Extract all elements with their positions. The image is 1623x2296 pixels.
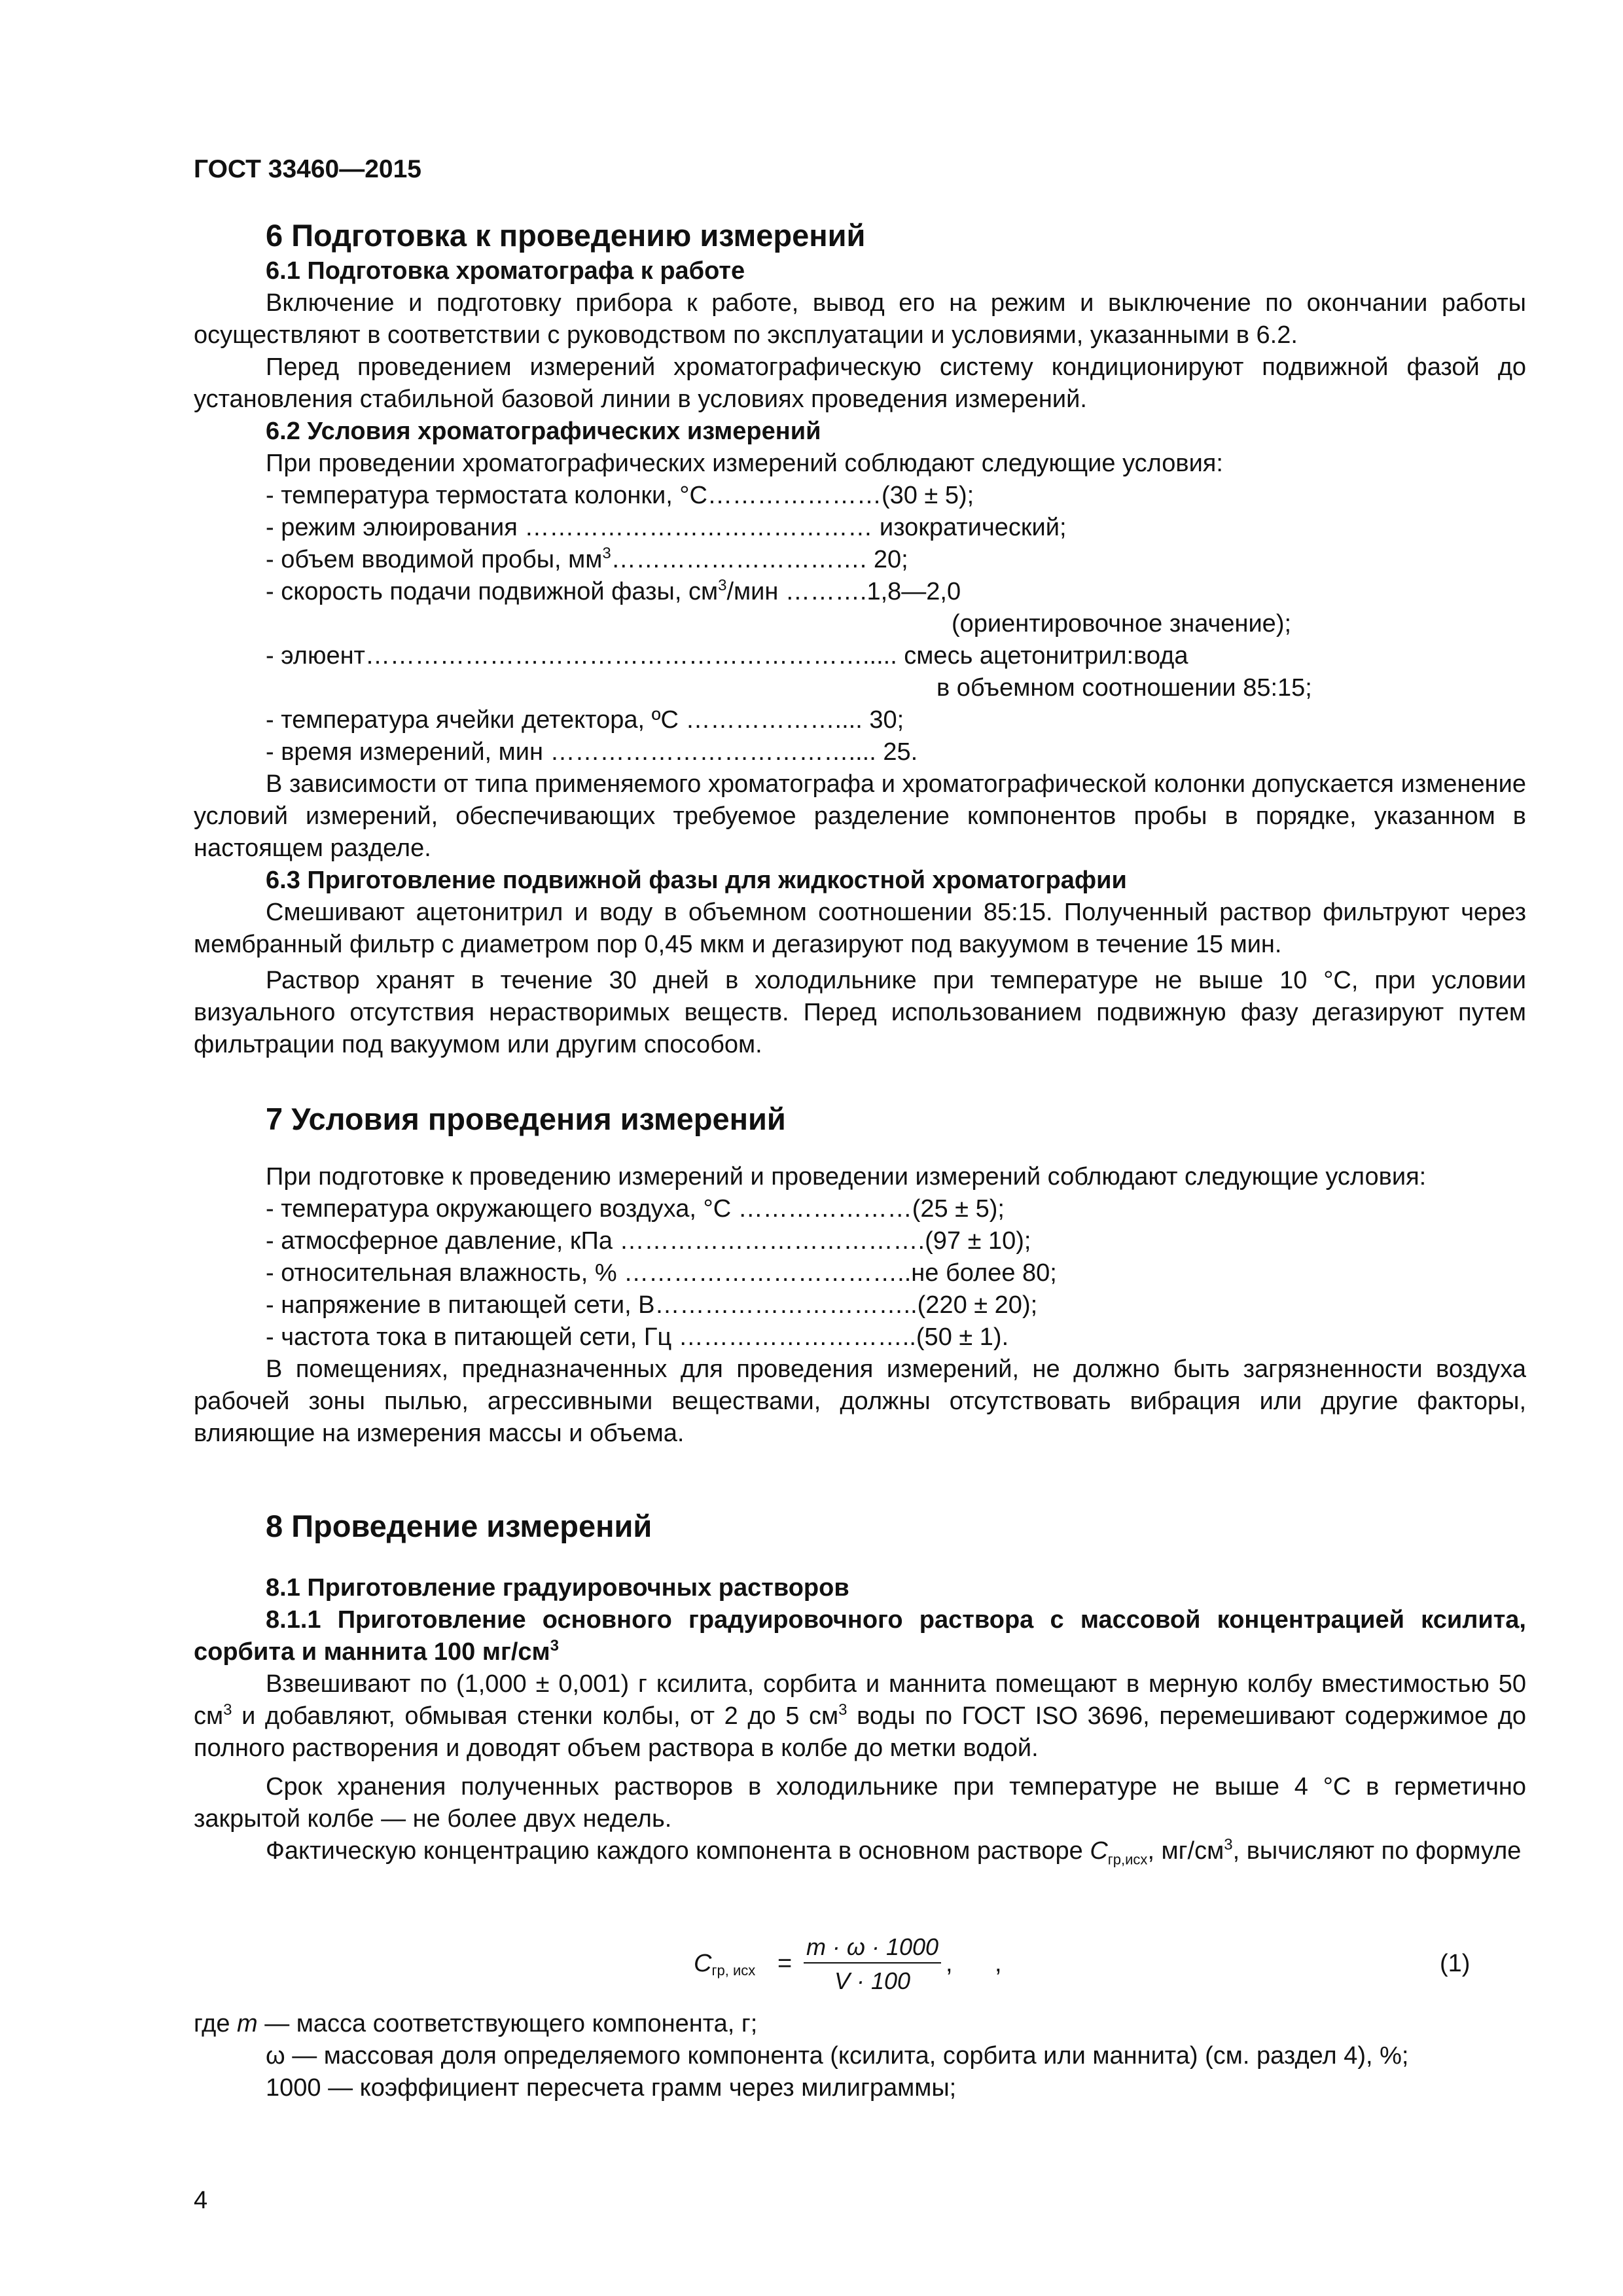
paragraph: При проведении хроматографических измерений соблюдают следующие условия: [266,450,1223,477]
subsection-6-2-title: 6.2 Условия хроматографических измерений [266,418,821,445]
formula-numerator: m · ω · 1000 [806,1933,939,1960]
paragraph: Смешивают ацетонитрил и воду в объемном соотношении 85:15. Полученный раствор фильтруют через мембранный фильтр с диаметром пор 0,45 мкм и дегазируют под вакуумом в течение 15 мин. [194,899,1526,958]
list-item: - напряжение в питающей сети, В…………………………..(220 ± 20); [266,1291,1038,1319]
section-7 [194,1100,1526,1450]
paragraph: Фактическую концентрацию каждого компонента в основном растворе $C_{гр,исх}$, $мг/см^3$, вычисляют по формуле [266,1836,1522,1868]
section-8-title: 8 Проведение измерений [266,1509,652,1543]
subsection-8-1-title: 8.1 Приготовление градуировочных растворов [266,1574,849,1602]
paragraph: Включение и подготовку прибора к работе, вывод его на режим и выключение по окончании работы осуществляют в соответствии с руководством по эксплуатации и условиями, указанными в 6.2. [194,289,1526,349]
paragraph: Взвешивают по (1,000 ± 0,001) г ксилита, сорбита и маннита помещают в мерную колбу вместимостью 50 $см^3$ и добавляют, обмывая стенки колбы, от 2 до 5 $см^3$ воды по ГОСТ ISO 3696, перемешивают содержимое до полного растворения и доводят объем раствора в колбе до метки водой. [194,1670,1526,1762]
section-6-title: 6 Подготовка к проведению измерений [266,218,866,253]
section-8 [194,1507,1526,1876]
formula-comma: , [995,1950,1002,1977]
legend-item: 1000 — коэффициент пересчета грамм через милиграммы; [266,2074,957,2102]
subsection-6-1-title: 6.1 Подготовка хроматографа к работе [266,257,745,285]
formula-fraction-bar [804,1962,941,1964]
list-item: - температура ячейки детектора, ºС ……………….... 30; [266,706,904,734]
paragraph: Срок хранения полученных растворов в холодильнике при температуре не выше 4 °С в герметично закрытой колбе — не более двух недель. [194,1773,1526,1833]
formula-legend [194,2008,1526,2104]
list-item: - атмосферное давление, кПа ……………………………….(97 ± 10); [266,1227,1031,1255]
list-item: - частота тока в питающей сети, Гц ………………………..(50 ± 1). [266,1323,1009,1351]
page-number: 4 [194,2187,208,2214]
paragraph: Перед проведением измерений хроматографическую систему кондиционируют подвижной фазой до установления стабильной базовой линии в условиях проведения измерений. [194,353,1526,413]
list-item: - элюент……………………………………………………..... смесь ацетонитрил:вода [266,642,1188,670]
list-item: - время измерений, мин ……………………………….... 25. [266,738,918,766]
paragraph: При подготовке к проведению измерений и проведении измерений соблюдают следующие условия: [266,1163,1427,1191]
list-item: - режим элюирования …………………………………… изократический; [266,514,1067,541]
paragraph: В зависимости от типа применяемого хроматографа и хроматографической колонки допускается изменение условий измерений, обеспечивающих требуемое разделение компонентов пробы в порядке, указанном в настоящем разделе. [194,770,1526,862]
list-item: - относительная влажность, % ……………………………..не более 80; [266,1259,1057,1287]
formula-number: (1) [1440,1950,1471,1977]
list-item: - температура окружающего воздуха, °С …………………(25 ± 5); [266,1195,1005,1223]
list-item: - температура термостата колонки, °С…………………(30 ± 5); [266,482,974,509]
legend-item: ω — массовая доля определяемого компонента (ксилита, сорбита или маннита) (см. раздел 4), %; [266,2042,1409,2070]
list-item-continuation: в объемном соотношении 85:15; [936,674,1312,702]
legend-item: где m — масса соответствующего компонента, г; [194,2010,758,2037]
paragraph: В помещениях, предназначенных для проведения измерений, не должно быть загрязненности воздуха рабочей зоны пылью, агрессивными веществами, должны отсутствовать вибрация или другие факторы, влияющие на измерения массы и объема. [194,1355,1526,1447]
paragraph: Раствор хранят в течение 30 дней в холодильнике при температуре не выше 10 °С, при условии визуального отсутствия нерастворимых веществ. Перед использованием подвижную фазу дегазируют путем фильтрации под вакуумом или другим способом. [194,967,1526,1058]
list-item: - скорость подачи подвижной фазы, $см^3$/мин ……….1,8—2,0 [266,577,961,605]
formula-equals: = [777,1950,793,1977]
formula-1 [694,1931,1021,2003]
subsection-6-3-title: 6.3 Приготовление подвижной фазы для жидкостной хроматографии [266,867,1127,894]
section-6 [194,216,1526,1061]
document-header: ГОСТ 33460—2015 [194,155,421,183]
formula-lhs: $C_{гр, исх}$ [694,1950,756,1979]
section-7-title: 7 Условия проведения измерений [266,1102,786,1136]
formula-denominator: V · 100 [834,1967,911,1994]
formula-comma: , [946,1950,953,1977]
list-item: - объем вводимой пробы, $мм^3\dots\dots\dots\dots\dots\dots\dots\dots\dots\dots$. 20; [266,545,908,573]
subsection-8-1-1-title: 8.1.1 Приготовление основного градуировочного раствора с массовой концентрацией ксилита, сорбита и маннита 100 $мг/см^3$ [194,1606,1526,1666]
list-item-continuation: (ориентировочное значение); [952,610,1292,637]
